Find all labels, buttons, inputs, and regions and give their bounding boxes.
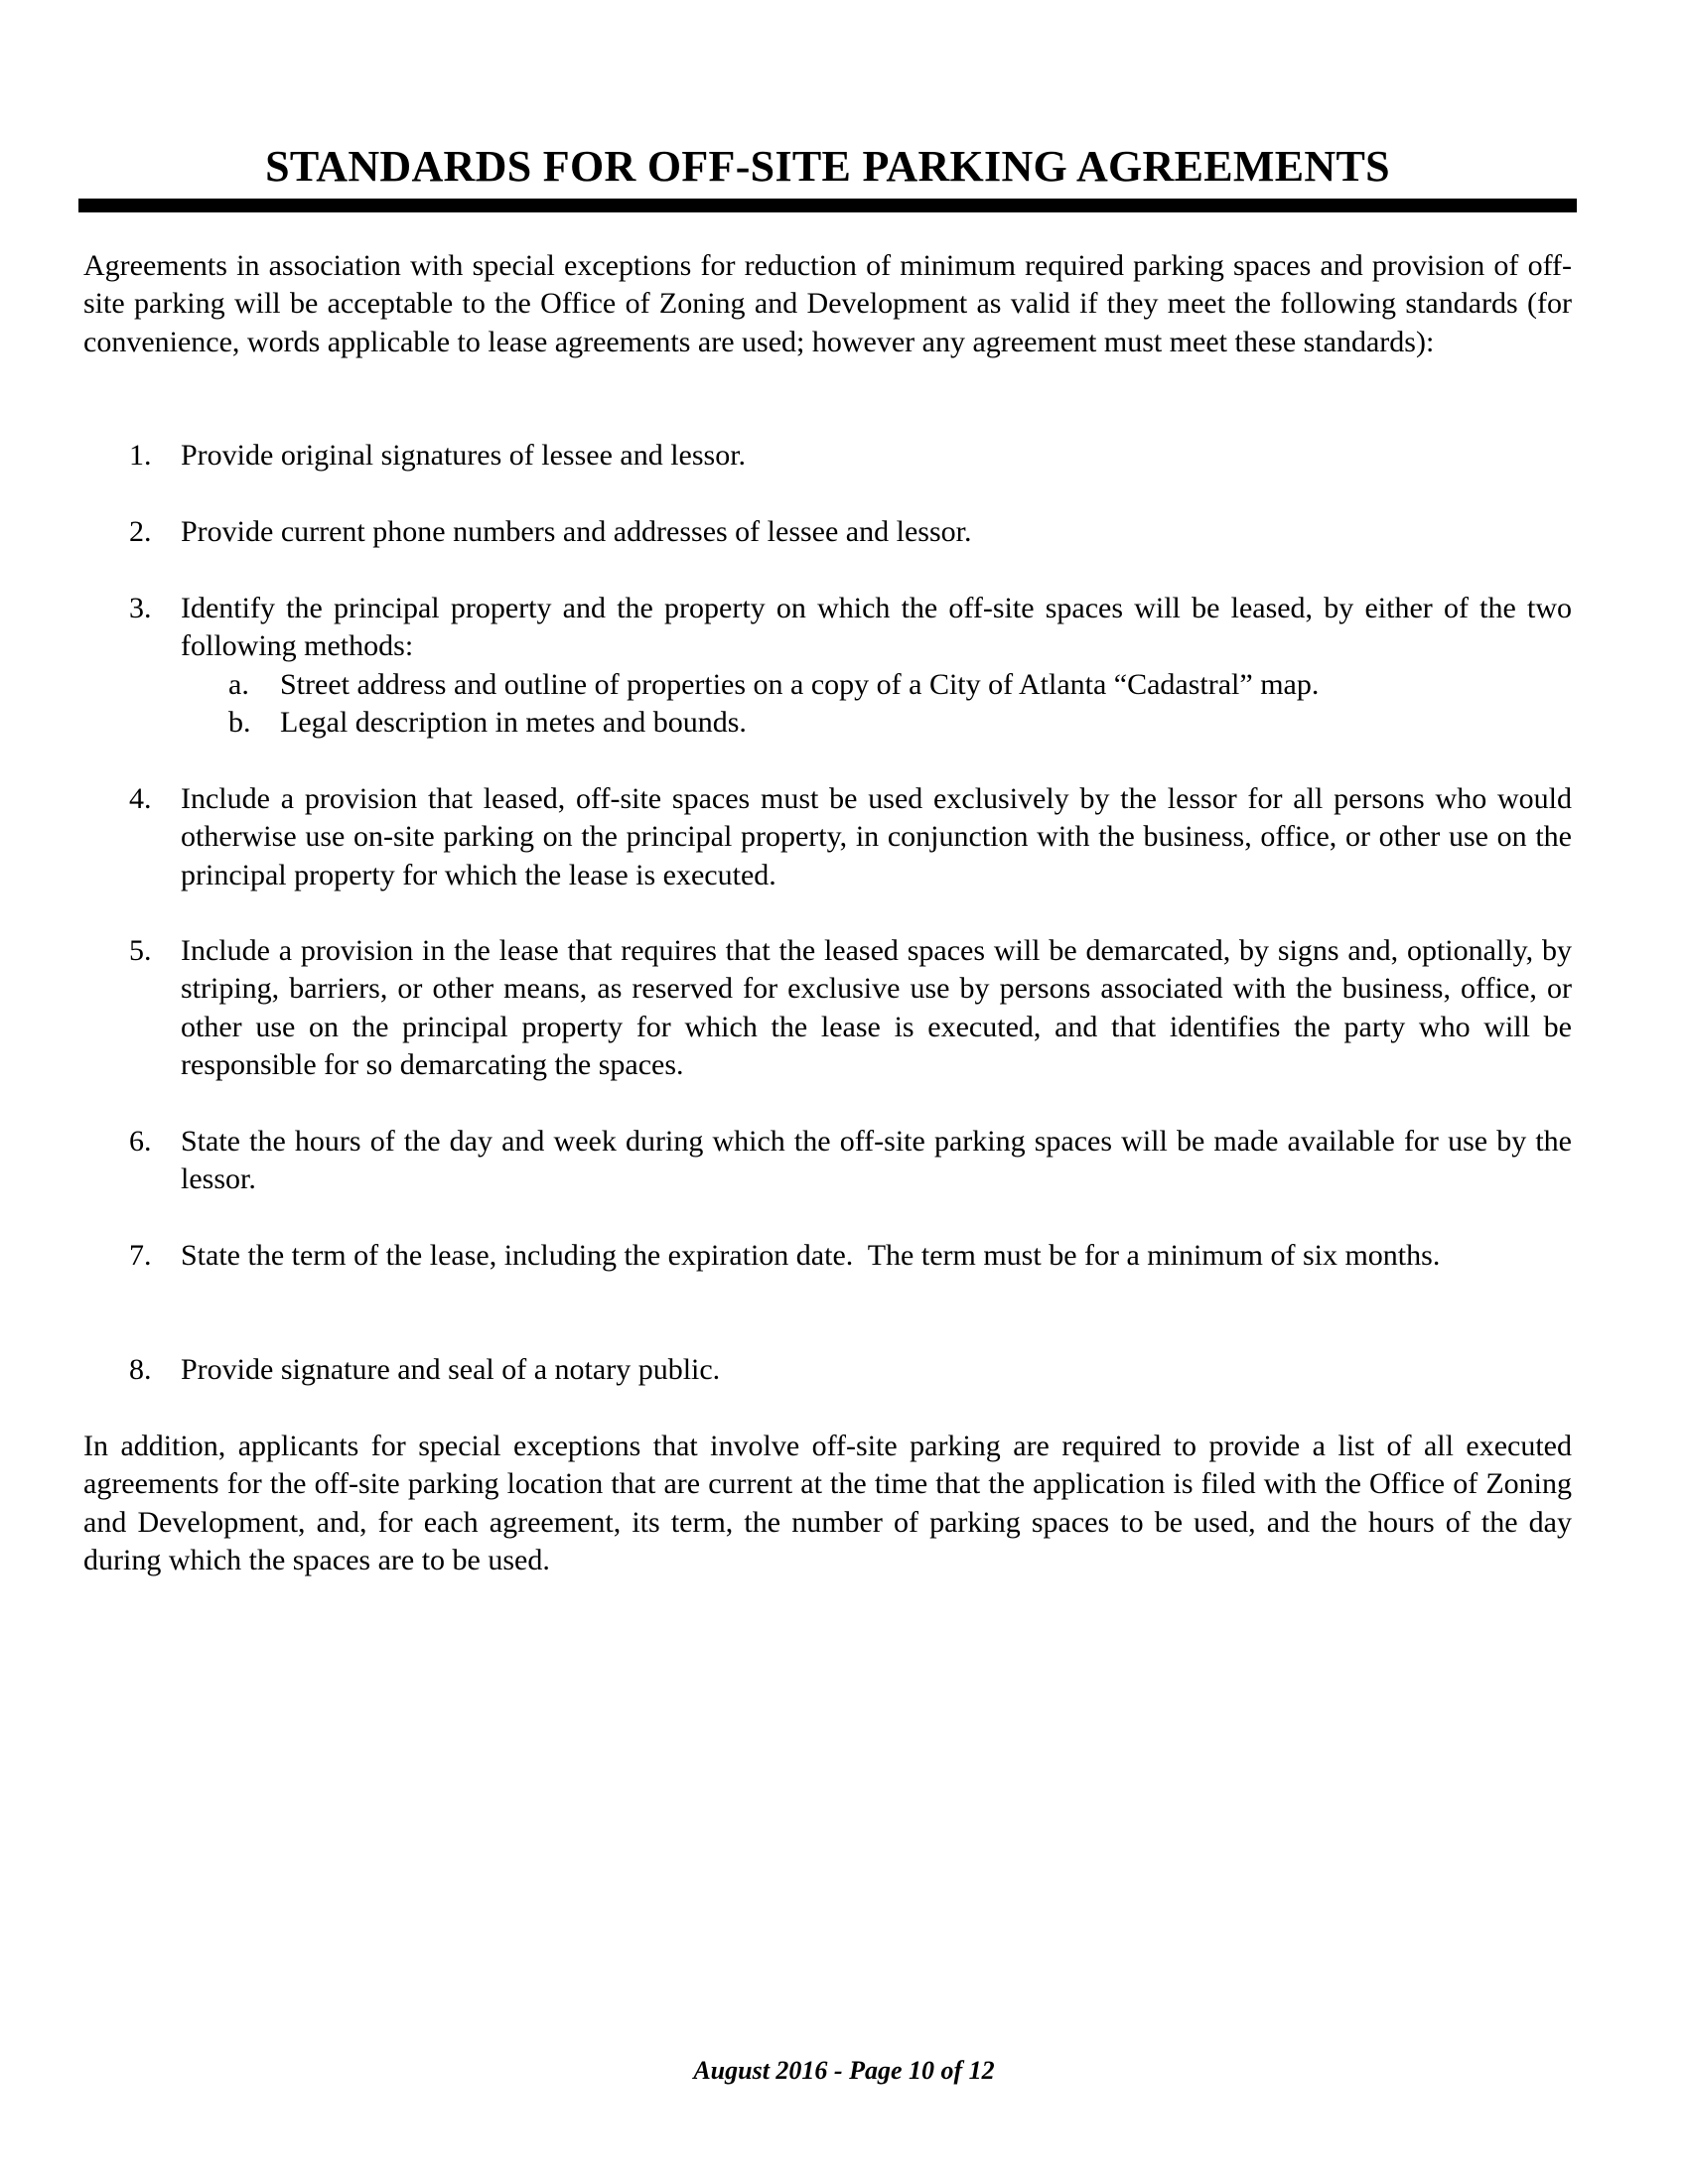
standard-item-2 bbox=[129, 513, 1572, 551]
standard-text: State the term of the lease, including the expiration date. The term must be for a minimum of six months. bbox=[181, 1239, 1441, 1272]
method-label: b. bbox=[228, 706, 251, 740]
standard-text: State the hours of the day and week during which the off-site parking spaces will be made available for use by the lessor. bbox=[181, 1125, 1572, 1196]
standard-number: 2. bbox=[129, 515, 152, 548]
standard-number: 1. bbox=[129, 439, 152, 472]
intro-paragraph: Agreements in association with special exceptions for reduction of minimum required parking spaces and provision of off-site parking will be acceptable to the Office of Zoning and Development as valid if they meet the following standards (for convenience, words applicable to lease agreements are used; however any agreement must meet these standards): bbox=[83, 249, 1572, 358]
standard-number: 8. bbox=[129, 1353, 152, 1386]
standard-item-8 bbox=[129, 1351, 1572, 1389]
method-list bbox=[129, 666, 1572, 743]
standard-text: Provide original signatures of lessee and lessor. bbox=[181, 439, 747, 472]
method-item-b bbox=[228, 704, 1572, 742]
method-label: a. bbox=[228, 667, 249, 701]
standard-number: 3. bbox=[129, 592, 152, 624]
standard-text: Provide current phone numbers and addresses of lessee and lessor. bbox=[181, 515, 972, 548]
closing-paragraph: In addition, applicants for special exceptions that involve off-site parking are required to provide a list of all executed agreements for the off-site parking location that are current at the time that the application is filed with the Office of Zoning and Development, and, for each agreement, its term, the number of parking spaces to be used, and the hours of the day during which the spaces are to be used. bbox=[83, 1430, 1572, 1577]
standard-number: 5. bbox=[129, 934, 152, 967]
standard-text: Include a provision in the lease that requires that the leased spaces will be demarcated, by signs and, optionally, by striping, barriers, or other means, as reserved for exclusive use by persons associated with the business, office, or other use on the principal property for which the lease is executed, and that identifies the party who will be responsible for so demarcating the spaces. bbox=[181, 934, 1572, 1082]
standard-number: 6. bbox=[129, 1125, 152, 1158]
method-item-a bbox=[228, 666, 1572, 704]
standard-text: Provide signature and seal of a notary public. bbox=[181, 1353, 721, 1386]
standard-text: Include a provision that leased, off-site spaces must be used exclusively by the lessor for all persons who would otherwise use on-site parking on the principal property, in conjunction with the business, office, or other use on the principal property for which the lease is executed. bbox=[181, 782, 1572, 891]
title-divider bbox=[78, 199, 1577, 212]
standard-text: Identify the principal property and the property on which the off-site spaces will be leased, by either of the two following methods: bbox=[181, 592, 1572, 663]
method-text: Legal description in metes and bounds. bbox=[280, 706, 747, 740]
standard-item-1 bbox=[129, 437, 1572, 475]
page-footer: August 2016 - Page 10 of 12 bbox=[693, 2056, 995, 2085]
method-text: Street address and outline of properties on a copy of a City of Atlanta “Cadastral” map. bbox=[280, 667, 1320, 701]
standard-item-5 bbox=[129, 932, 1572, 1084]
standard-number: 7. bbox=[129, 1239, 152, 1272]
standard-item-3 bbox=[129, 590, 1572, 742]
standard-item-4 bbox=[129, 780, 1572, 894]
standard-item-6 bbox=[129, 1123, 1572, 1199]
page-title: STANDARDS FOR OFF-SITE PARKING AGREEMENTS bbox=[265, 142, 1390, 191]
standard-item-7 bbox=[129, 1237, 1572, 1275]
standard-number: 4. bbox=[129, 782, 152, 815]
